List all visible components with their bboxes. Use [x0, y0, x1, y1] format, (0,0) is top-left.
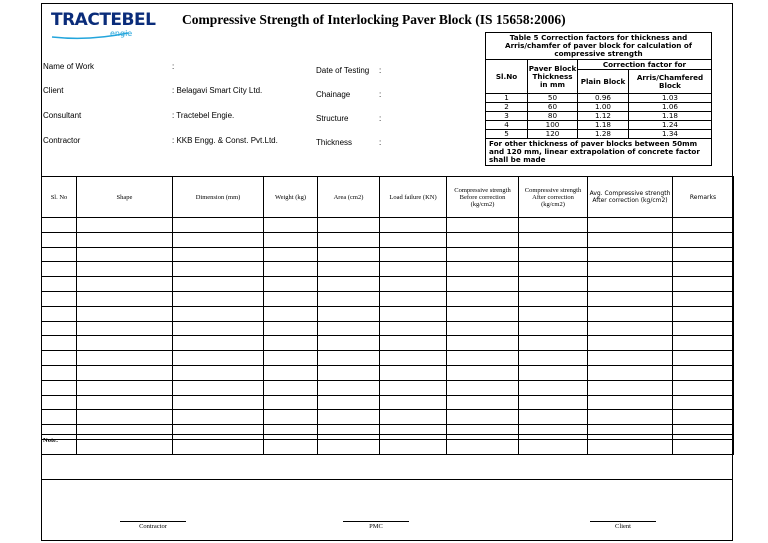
- table-cell[interactable]: [519, 247, 588, 262]
- correction-col-thickness: Paver Block Thickness in mm: [528, 60, 578, 94]
- table-cell[interactable]: [77, 262, 173, 277]
- table-cell[interactable]: [77, 380, 173, 395]
- table-cell[interactable]: [42, 277, 77, 292]
- table-cell[interactable]: [447, 306, 519, 321]
- table-header-row: [42, 177, 734, 218]
- table-cell[interactable]: [380, 247, 447, 262]
- chainage-label: Chainage: [316, 90, 351, 99]
- note-label: Note:: [43, 437, 59, 444]
- table-cell[interactable]: [447, 380, 519, 395]
- table-cell[interactable]: [318, 425, 380, 440]
- table-cell[interactable]: [588, 262, 673, 277]
- table-cell[interactable]: [519, 410, 588, 425]
- table-cell[interactable]: [77, 410, 173, 425]
- contractor-label: Contractor: [43, 136, 81, 145]
- table-cell[interactable]: [380, 321, 447, 336]
- table-cell[interactable]: [673, 365, 734, 380]
- table-cell[interactable]: [519, 380, 588, 395]
- table-cell[interactable]: [380, 277, 447, 292]
- chainage-colon: :: [379, 90, 382, 99]
- table-cell[interactable]: [588, 425, 673, 440]
- name-of-work-label: Name of Work: [43, 62, 94, 71]
- table-cell[interactable]: [380, 439, 447, 454]
- table-cell[interactable]: [447, 365, 519, 380]
- client-signature-label: Client: [615, 523, 631, 530]
- table-cell[interactable]: [447, 395, 519, 410]
- contractor-signature-label: Contractor: [139, 523, 167, 530]
- pmc-signature-line: [343, 521, 409, 522]
- table-cell[interactable]: [318, 395, 380, 410]
- table-cell[interactable]: [42, 351, 77, 366]
- table-cell[interactable]: [42, 395, 77, 410]
- note-bottom-divider: [41, 479, 733, 480]
- table-cell[interactable]: [588, 336, 673, 351]
- table-cell[interactable]: [173, 365, 264, 380]
- table-cell[interactable]: [673, 425, 734, 440]
- table-cell[interactable]: [447, 247, 519, 262]
- table-cell[interactable]: [673, 232, 734, 247]
- table-cell[interactable]: [318, 218, 380, 233]
- table-cell[interactable]: [519, 218, 588, 233]
- table-cell[interactable]: [519, 336, 588, 351]
- table-cell[interactable]: [318, 410, 380, 425]
- col-load-failure: Load failure (KN): [380, 177, 447, 218]
- table-cell[interactable]: [318, 380, 380, 395]
- table-cell[interactable]: [77, 439, 173, 454]
- table-cell[interactable]: [519, 439, 588, 454]
- table-cell[interactable]: [173, 291, 264, 306]
- correction-col-plain: Plain Block: [578, 70, 629, 94]
- table-cell[interactable]: [264, 232, 318, 247]
- table-cell[interactable]: [77, 306, 173, 321]
- col-strength-before: Compressive strength Before correction (kg/cm2): [447, 177, 519, 218]
- col-area: Area (cm2): [318, 177, 380, 218]
- table-cell[interactable]: [264, 395, 318, 410]
- table-cell[interactable]: [519, 291, 588, 306]
- table-cell[interactable]: [447, 232, 519, 247]
- table-cell[interactable]: [173, 395, 264, 410]
- table-cell[interactable]: [42, 291, 77, 306]
- table-cell[interactable]: [519, 262, 588, 277]
- table-cell[interactable]: [318, 262, 380, 277]
- table-row: [42, 351, 734, 366]
- correction-row: 4 100 1.18 1.24: [486, 121, 712, 130]
- table-cell[interactable]: [380, 262, 447, 277]
- table-cell[interactable]: [264, 218, 318, 233]
- col-shape: Shape: [77, 177, 173, 218]
- correction-table-caption: Table 5 Correction factors for thickness and Arris/chamfer of paver block for calculation of compressive strength: [486, 33, 712, 60]
- table-cell[interactable]: [673, 439, 734, 454]
- table-cell[interactable]: [318, 439, 380, 454]
- table-row: [42, 336, 734, 351]
- col-avg-strength: Avg. Compressive strength After correction (kg/cm2): [588, 177, 673, 218]
- test-results-table: [41, 176, 734, 455]
- table-cell[interactable]: [42, 306, 77, 321]
- table-cell[interactable]: [380, 306, 447, 321]
- table-cell[interactable]: [318, 351, 380, 366]
- table-row: [42, 306, 734, 321]
- table-cell[interactable]: [588, 395, 673, 410]
- table-cell[interactable]: [380, 232, 447, 247]
- table-cell[interactable]: [447, 277, 519, 292]
- col-sl-no: Sl. No: [42, 177, 77, 218]
- table-cell[interactable]: [77, 277, 173, 292]
- table-row: [42, 439, 734, 454]
- table-cell[interactable]: [673, 277, 734, 292]
- table-cell[interactable]: [318, 247, 380, 262]
- table-cell[interactable]: [519, 365, 588, 380]
- contractor-value: : KKB Engg. & Const. Pvt.Ltd.: [172, 136, 278, 145]
- table-cell[interactable]: [264, 247, 318, 262]
- table-cell[interactable]: [173, 380, 264, 395]
- thickness-label: Thickness: [316, 138, 353, 147]
- correction-factor-table: [485, 32, 712, 166]
- table-cell[interactable]: [447, 425, 519, 440]
- table-cell[interactable]: [173, 277, 264, 292]
- table-row: [42, 232, 734, 247]
- thickness-colon: :: [379, 138, 382, 147]
- table-row: [42, 395, 734, 410]
- table-cell[interactable]: [173, 262, 264, 277]
- table-cell[interactable]: [588, 380, 673, 395]
- table-cell[interactable]: [673, 395, 734, 410]
- table-cell[interactable]: [318, 336, 380, 351]
- table-cell[interactable]: [173, 351, 264, 366]
- table-cell[interactable]: [173, 321, 264, 336]
- table-cell[interactable]: [42, 262, 77, 277]
- page-title: Compressive Strength of Interlocking Paver Block (IS 15658:2006): [182, 12, 566, 27]
- table-cell[interactable]: [264, 380, 318, 395]
- table-cell[interactable]: [588, 410, 673, 425]
- table-cell[interactable]: [380, 218, 447, 233]
- table-cell[interactable]: [519, 277, 588, 292]
- table-cell[interactable]: [673, 351, 734, 366]
- table-cell[interactable]: [588, 218, 673, 233]
- table-cell[interactable]: [380, 395, 447, 410]
- table-cell[interactable]: [519, 351, 588, 366]
- col-remarks: Remarks: [673, 177, 734, 218]
- tractebel-logo: TRACTEBEL: [51, 10, 156, 30]
- table-cell[interactable]: [447, 321, 519, 336]
- table-cell[interactable]: [77, 321, 173, 336]
- table-cell[interactable]: [264, 439, 318, 454]
- table-cell[interactable]: [673, 410, 734, 425]
- correction-row: 2 60 1.00 1.06: [486, 103, 712, 112]
- table-row: [42, 321, 734, 336]
- table-cell[interactable]: [588, 351, 673, 366]
- table-cell[interactable]: [42, 247, 77, 262]
- table-cell[interactable]: [673, 336, 734, 351]
- table-cell[interactable]: [588, 306, 673, 321]
- consultant-label: Consultant: [43, 111, 82, 120]
- table-cell[interactable]: [264, 291, 318, 306]
- table-cell[interactable]: [173, 306, 264, 321]
- table-cell[interactable]: [447, 262, 519, 277]
- table-cell[interactable]: [519, 232, 588, 247]
- table-cell[interactable]: [42, 336, 77, 351]
- table-row: [42, 218, 734, 233]
- table-cell[interactable]: [77, 351, 173, 366]
- table-cell[interactable]: [77, 232, 173, 247]
- table-cell[interactable]: [588, 247, 673, 262]
- table-cell[interactable]: [77, 218, 173, 233]
- table-cell[interactable]: [173, 247, 264, 262]
- table-cell[interactable]: [173, 439, 264, 454]
- correction-col-group: Correction factor for: [578, 60, 712, 70]
- table-cell[interactable]: [264, 336, 318, 351]
- client-value: : Belagavi Smart City Ltd.: [172, 86, 263, 95]
- table-cell[interactable]: [673, 262, 734, 277]
- table-cell[interactable]: [380, 365, 447, 380]
- table-cell[interactable]: [173, 425, 264, 440]
- table-cell[interactable]: [318, 232, 380, 247]
- table-cell[interactable]: [173, 336, 264, 351]
- table-cell[interactable]: [380, 291, 447, 306]
- table-row: [42, 291, 734, 306]
- table-cell[interactable]: [264, 351, 318, 366]
- table-cell[interactable]: [318, 321, 380, 336]
- table-cell[interactable]: [77, 395, 173, 410]
- table-cell[interactable]: [519, 395, 588, 410]
- table-cell[interactable]: [42, 218, 77, 233]
- client-signature-line: [590, 521, 656, 522]
- table-cell[interactable]: [380, 410, 447, 425]
- table-cell[interactable]: [42, 380, 77, 395]
- table-cell[interactable]: [380, 425, 447, 440]
- table-cell[interactable]: [42, 410, 77, 425]
- table-cell[interactable]: [673, 247, 734, 262]
- table-cell[interactable]: [673, 321, 734, 336]
- table-cell[interactable]: [42, 365, 77, 380]
- structure-label: Structure: [316, 114, 349, 123]
- table-cell[interactable]: [380, 380, 447, 395]
- table-cell[interactable]: [588, 291, 673, 306]
- table-cell[interactable]: [77, 425, 173, 440]
- table-cell[interactable]: [673, 291, 734, 306]
- table-cell[interactable]: [447, 410, 519, 425]
- table-cell[interactable]: [380, 336, 447, 351]
- contractor-signature-line: [120, 521, 186, 522]
- table-cell[interactable]: [77, 291, 173, 306]
- table-body: [42, 218, 734, 455]
- correction-table-footnote: For other thickness of paver blocks between 50mm and 120 mm, linear extrapolation of concrete factor shall be made: [486, 139, 712, 166]
- table-cell[interactable]: [588, 277, 673, 292]
- table-cell[interactable]: [318, 365, 380, 380]
- col-dimension: Dimension (mm): [173, 177, 264, 218]
- col-strength-after: Compressive strength After correction (kg/cm2): [519, 177, 588, 218]
- table-cell[interactable]: [588, 232, 673, 247]
- table-cell[interactable]: [447, 291, 519, 306]
- table-cell[interactable]: [318, 277, 380, 292]
- correction-row: 5 120 1.28 1.34: [486, 130, 712, 139]
- table-cell[interactable]: [264, 321, 318, 336]
- table-row: [42, 380, 734, 395]
- structure-colon: :: [379, 114, 382, 123]
- table-cell[interactable]: [519, 425, 588, 440]
- consultant-value: : Tractebel Engie.: [172, 111, 235, 120]
- date-of-testing-label: Date of Testing: [316, 66, 370, 75]
- table-row: [42, 262, 734, 277]
- table-cell[interactable]: [588, 439, 673, 454]
- table-row: [42, 365, 734, 380]
- table-cell[interactable]: [77, 365, 173, 380]
- table-row: [42, 425, 734, 440]
- table-cell[interactable]: [519, 306, 588, 321]
- table-cell[interactable]: [318, 291, 380, 306]
- correction-col-arris: Arris/Chamfered Block: [629, 70, 712, 94]
- table-cell[interactable]: [447, 218, 519, 233]
- table-cell[interactable]: [42, 321, 77, 336]
- note-top-divider: [41, 434, 733, 435]
- table-cell[interactable]: [519, 321, 588, 336]
- table-cell[interactable]: [264, 365, 318, 380]
- table-cell[interactable]: [264, 262, 318, 277]
- table-cell[interactable]: [673, 218, 734, 233]
- table-cell[interactable]: [447, 336, 519, 351]
- correction-col-slno: Sl.No: [486, 60, 528, 94]
- table-cell[interactable]: [588, 365, 673, 380]
- col-weight: Weight (kg): [264, 177, 318, 218]
- table-row: [42, 277, 734, 292]
- table-cell[interactable]: [264, 277, 318, 292]
- table-cell[interactable]: [173, 410, 264, 425]
- table-cell[interactable]: [318, 306, 380, 321]
- table-cell[interactable]: [673, 306, 734, 321]
- engie-logo: engie: [110, 29, 133, 38]
- table-cell[interactable]: [173, 218, 264, 233]
- correction-row: 3 80 1.12 1.18: [486, 112, 712, 121]
- client-label: Client: [43, 86, 64, 95]
- table-cell[interactable]: [264, 425, 318, 440]
- table-cell[interactable]: [380, 351, 447, 366]
- correction-row: 1 50 0.96 1.03: [486, 94, 712, 103]
- table-cell[interactable]: [173, 232, 264, 247]
- pmc-signature-label: PMC: [369, 523, 383, 530]
- table-cell[interactable]: [673, 380, 734, 395]
- date-of-testing-colon: :: [379, 66, 382, 75]
- table-cell[interactable]: [264, 306, 318, 321]
- table-cell[interactable]: [447, 439, 519, 454]
- table-cell[interactable]: [588, 321, 673, 336]
- table-row: [42, 410, 734, 425]
- table-cell[interactable]: [77, 247, 173, 262]
- table-cell[interactable]: [42, 232, 77, 247]
- name-of-work-colon: :: [172, 62, 175, 71]
- table-row: [42, 247, 734, 262]
- table-cell[interactable]: [447, 351, 519, 366]
- table-cell[interactable]: [77, 336, 173, 351]
- table-cell[interactable]: [264, 410, 318, 425]
